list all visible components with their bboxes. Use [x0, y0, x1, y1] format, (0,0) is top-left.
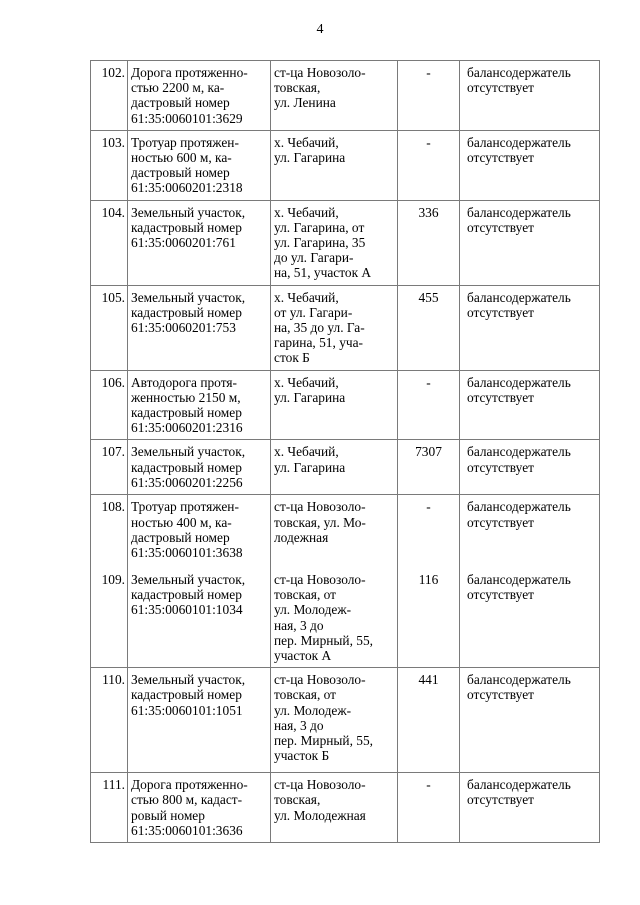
property-name: Дорога протяженно- стью 800 м, кадаст- ровый номер 61:35:0060101:3636: [128, 773, 271, 843]
table-row: [91, 285, 600, 370]
property-owner: балансодержатель отсутствует: [460, 773, 600, 843]
property-address: ст-ца Новозоло- товская, от ул. Молодеж- ная, 3 до пер. Мирный, 55, участок А: [271, 568, 398, 668]
property-area: -: [398, 773, 460, 843]
property-name: Тротуар протяжен- ностью 400 м, ка- дастровый номер 61:35:0060101:3638: [128, 495, 271, 568]
property-name: Земельный участок, кадастровый номер 61:35:0060201:753: [128, 285, 271, 370]
property-name: Земельный участок, кадастровый номер 61:35:0060101:1034: [128, 568, 271, 668]
property-name: Земельный участок, кадастровый номер 61:35:0060201:2256: [128, 440, 271, 495]
row-number: 105.: [91, 285, 128, 370]
row-number: 103.: [91, 130, 128, 200]
property-name: Тротуар протяжен- ностью 600 м, ка- дастровый номер 61:35:0060201:2318: [128, 130, 271, 200]
row-number: 109.: [91, 568, 128, 668]
row-number: 106.: [91, 370, 128, 440]
property-owner: балансодержатель отсутствует: [460, 495, 600, 568]
table-row: [91, 668, 600, 773]
property-address: х. Чебачий, от ул. Гагари- на, 35 до ул. Га- гарина, 51, уча- сток Б: [271, 285, 398, 370]
property-area: -: [398, 130, 460, 200]
row-number: 108.: [91, 495, 128, 568]
property-owner: балансодержатель отсутствует: [460, 61, 600, 131]
property-owner: балансодержатель отсутствует: [460, 668, 600, 773]
property-area: 336: [398, 200, 460, 285]
property-registry-table: [90, 60, 600, 843]
property-area: -: [398, 61, 460, 131]
property-address: х. Чебачий, ул. Гагарина: [271, 440, 398, 495]
property-owner: балансодержатель отсутствует: [460, 200, 600, 285]
property-area: 7307: [398, 440, 460, 495]
property-owner: балансодержатель отсутствует: [460, 568, 600, 668]
property-address: х. Чебачий, ул. Гагарина: [271, 370, 398, 440]
property-name: Земельный участок, кадастровый номер 61:35:0060101:1051: [128, 668, 271, 773]
property-address: ст-ца Новозоло- товская, ул. Мо- лодежная: [271, 495, 398, 568]
table-row: [91, 200, 600, 285]
property-area: 116: [398, 568, 460, 668]
row-number: 111.: [91, 773, 128, 843]
row-number: 102.: [91, 61, 128, 131]
property-owner: балансодержатель отсутствует: [460, 440, 600, 495]
table-row: [91, 568, 600, 668]
property-address: ст-ца Новозоло- товская, от ул. Молодеж- ная, 3 до пер. Мирный, 55, участок Б: [271, 668, 398, 773]
property-address: х. Чебачий, ул. Гагарина, от ул. Гагарина, 35 до ул. Гагари- на, 51, участок А: [271, 200, 398, 285]
property-owner: балансодержатель отсутствует: [460, 285, 600, 370]
property-area: 455: [398, 285, 460, 370]
property-name: Земельный участок, кадастровый номер 61:35:0060201:761: [128, 200, 271, 285]
property-name: Автодорога протя- женностью 2150 м, кадастровый номер 61:35:0060201:2316: [128, 370, 271, 440]
property-area: -: [398, 370, 460, 440]
property-area: 441: [398, 668, 460, 773]
table-row: [91, 440, 600, 495]
property-owner: балансодержатель отсутствует: [460, 370, 600, 440]
table-row: [91, 495, 600, 568]
row-number: 107.: [91, 440, 128, 495]
table-row: [91, 370, 600, 440]
table-row: [91, 130, 600, 200]
property-address: ст-ца Новозоло- товская, ул. Молодежная: [271, 773, 398, 843]
property-owner: балансодержатель отсутствует: [460, 130, 600, 200]
table-row: [91, 773, 600, 843]
row-number: 104.: [91, 200, 128, 285]
property-area: -: [398, 495, 460, 568]
row-number: 110.: [91, 668, 128, 773]
property-address: ст-ца Новозоло- товская, ул. Ленина: [271, 61, 398, 131]
property-address: х. Чебачий, ул. Гагарина: [271, 130, 398, 200]
page-number: 4: [316, 22, 324, 37]
table-row: [91, 61, 600, 131]
property-name: Дорога протяженно- стью 2200 м, ка- дастровый номер 61:35:0060101:3629: [128, 61, 271, 131]
